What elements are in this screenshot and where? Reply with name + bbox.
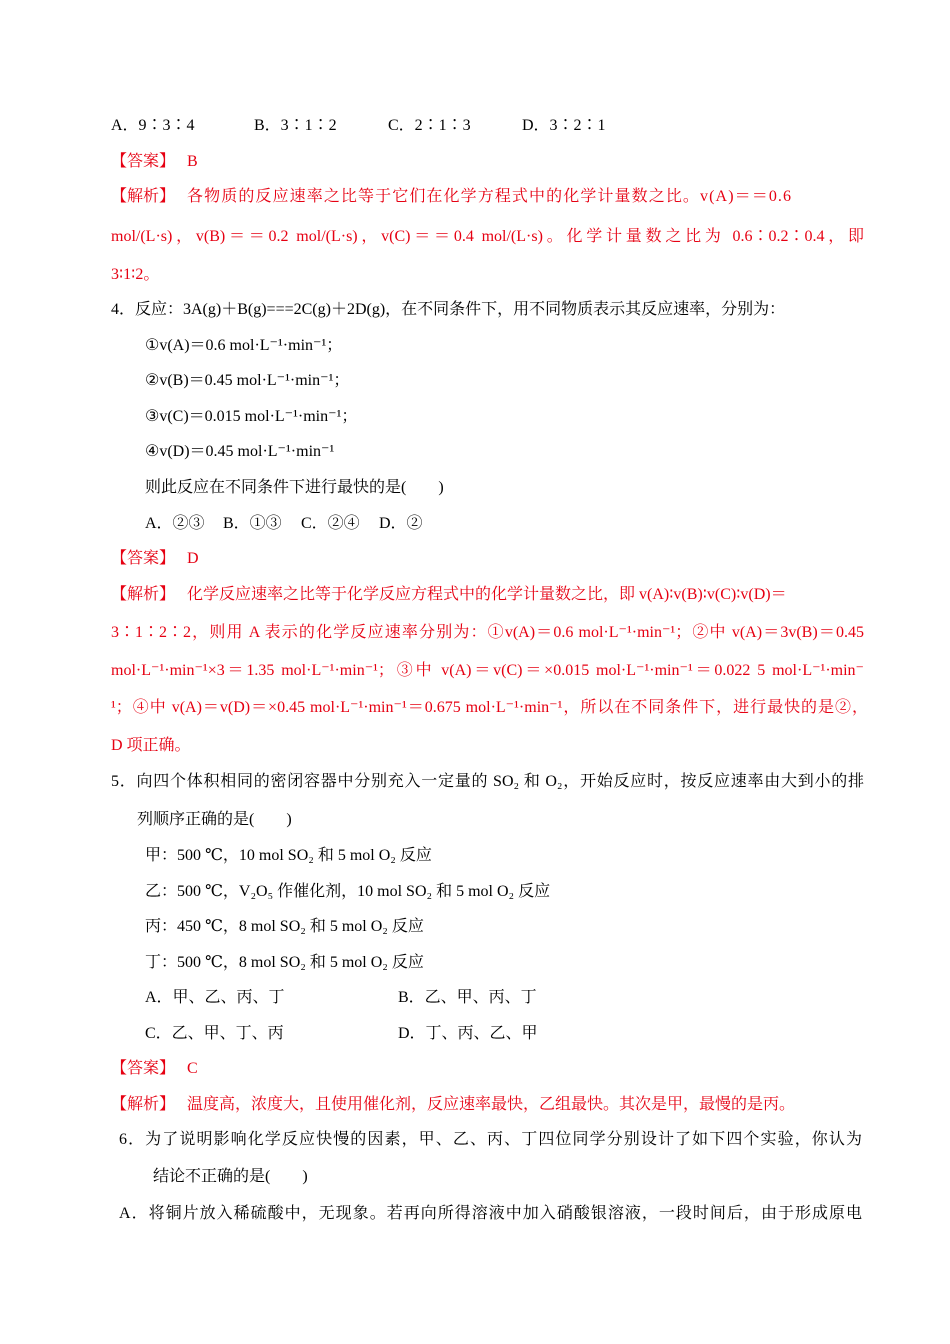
q4-option-d: D．② [379,515,423,532]
q4-analysis-line3: mol·L⁻¹·min⁻¹×3＝1.35 mol·L⁻¹·min⁻¹；③中 v(A)＝v(C)＝×0.015 mol·L⁻¹·min⁻¹＝0.022 5 mol·L⁻¹·min⁻ [111,662,864,679]
q4-rate-3: ③v(C)＝0.015 mol·L⁻¹·min⁻¹； [145,408,358,425]
q4-rate-1: ①v(A)＝0.6 mol·L⁻¹·min⁻¹； [145,337,343,354]
q4-option-b: B．①③ [223,515,282,532]
q5-condition-1: 甲：500 ℃，10 mol SO₂ 和 5 mol O₂ 反应 [145,847,432,864]
q4-option-a: A．②③ [145,515,205,532]
q4-rate-4: ④v(D)＝0.45 mol·L⁻¹·min⁻¹ [145,443,335,460]
q4-rate-2: ②v(B)＝0.45 mol·L⁻¹·min⁻¹； [145,372,350,389]
q4-analysis-line1 [111,585,787,605]
q3-option-b: B．3∶1∶2 [254,117,337,134]
q4-analysis-line5: D 项正确。 [111,737,191,754]
q3-analysis-line2: mol/(L·s)，v(B)＝＝0.2 mol/(L·s)，v(C)＝＝0.4 mol/(L·s)。化学计量数之比为 0.6∶0.2∶0.4，即 [111,228,864,245]
q4-answer-value: D [187,550,199,567]
q4-answer [111,549,199,569]
q5-answer-label: 【答案】 [111,1060,176,1077]
q5-option-b: B．乙、甲、丙、丁 [398,989,537,1006]
q4-option-c: C．②④ [301,515,360,532]
q5-analysis-text: 温度高，浓度大，且使用催化剂，反应速率最快，乙组最快。其次是甲，最慢的是丙。 [187,1096,796,1113]
q5-stem-line2: 列顺序正确的是( ) [137,811,292,828]
q6-option-a: A．将铜片放入稀硫酸中，无现象。若再向所得溶液中加入硝酸银溶液，一段时间后，由于形成原电 [119,1205,862,1222]
q3-option-a: A．9∶3∶4 [111,117,195,134]
q3-analysis-text-1: 各物质的反应速率之比等于它们在化学方程式中的化学计量数之比。v(A)＝＝0.6 [187,188,793,205]
q5-option-c: C．乙、甲、丁、丙 [145,1025,284,1042]
q3-answer-label: 【答案】 [111,153,176,170]
q3-option-c: C．2∶1∶3 [388,117,471,134]
q5-answer-value: C [187,1060,198,1077]
q5-analysis-label: 【解析】 [111,1096,176,1113]
q4-analysis-line4: ¹；④中 v(A)＝v(D)＝×0.45 mol·L⁻¹·min⁻¹＝0.675 mol·L⁻¹·min⁻¹，所以在不同条件下，进行最快的是②， [111,699,868,716]
q4-analysis-text-1: 化学反应速率之比等于化学反应方程式中的化学计量数之比，即 v(A)∶v(B)∶v(C)∶v(D)＝ [187,586,787,603]
q3-options [111,116,606,136]
q3-option-d: D．3∶2∶1 [522,117,606,134]
q5-stem-line1: 5．向四个体积相同的密闭容器中分别充入一定量的 SO₂ 和 O₂，开始反应时，按反应速率由大到小的排 [111,773,864,790]
q5-option-d: D．丁、丙、乙、甲 [398,1025,538,1042]
q4-answer-label: 【答案】 [111,550,176,567]
q5-condition-4: 丁：500 ℃，8 mol SO₂ 和 5 mol O₂ 反应 [145,954,424,971]
q5-answer [111,1059,198,1079]
q5-condition-2: 乙：500 ℃，V₂O₅ 作催化剂，10 mol SO₂ 和 5 mol O₂ 反应 [145,883,551,900]
q5-condition-3: 丙：450 ℃，8 mol SO₂ 和 5 mol O₂ 反应 [145,918,424,935]
q5-analysis [111,1095,795,1115]
q3-analysis-label: 【解析】 [111,188,176,205]
q4-stem: 4．反应：3A(g)＋B(g)===2C(g)＋2D(g)，在不同条件下，用不同物质表示其反应速率，分别为： [111,301,786,318]
q3-answer [111,152,198,172]
q4-question: 则此反应在不同条件下进行最快的是( ) [145,479,444,496]
q3-analysis-line1 [111,187,864,207]
q5-option-a: A．甲、乙、丙、丁 [145,989,285,1006]
q3-analysis-line3: 3∶1∶2。 [111,266,160,283]
q4-options [145,514,423,534]
q4-analysis-label: 【解析】 [111,586,176,603]
q6-stem-line1: 6．为了说明影响化学反应快慢的因素，甲、乙、丙、丁四位同学分别设计了如下四个实验，你认为 [119,1131,862,1148]
q4-analysis-line2: 3∶1∶2∶2，则用 A 表示的化学反应速率分别为：①v(A)＝0.6 mol·L⁻¹·min⁻¹；②中 v(A)＝3v(B)＝0.45 [111,624,864,641]
q3-answer-value: B [187,153,198,170]
q6-stem-line2: 结论不正确的是( ) [153,1168,308,1185]
